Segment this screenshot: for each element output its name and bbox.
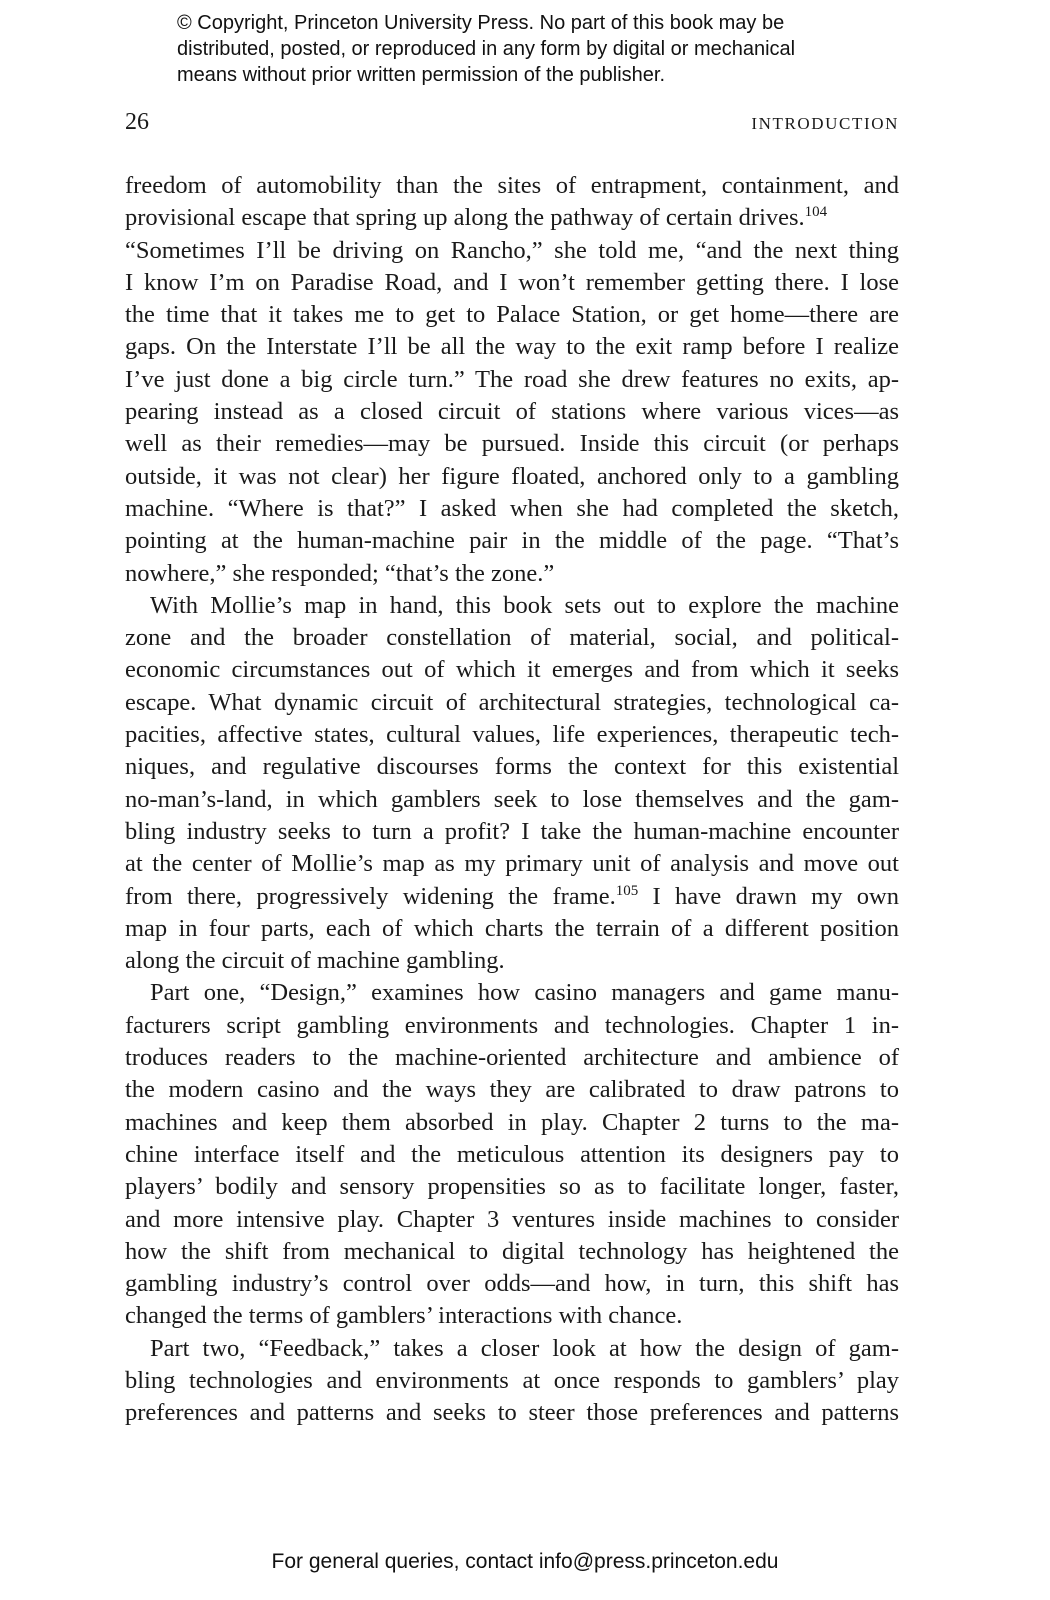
copyright-notice xyxy=(177,10,997,88)
text-line: Part one, “Design,” examines how casino managers and game manu- xyxy=(150,979,899,1007)
text-line: pacities, affective states, cultural values, life experiences, therapeutic tech- xyxy=(125,721,899,749)
section-title: INTRODUCTION xyxy=(751,114,899,133)
copyright-line: © Copyright, Princeton University Press. No part of this book may be xyxy=(177,12,785,34)
footnote-marker: 105 xyxy=(615,882,639,899)
text-line: I’ve just done a big circle turn.” The road she drew features no exits, ap- xyxy=(125,365,899,393)
running-head xyxy=(125,105,899,139)
text-line: how the shift from mechanical to digital technology has heightened the xyxy=(125,1237,899,1265)
text-line: troduces readers to the machine-oriented architecture and ambience of xyxy=(125,1044,899,1072)
text-line: along the circuit of machine gambling. xyxy=(125,947,505,975)
text-line: map in four parts, each of which charts the terrain of a different position xyxy=(125,914,899,942)
text-line: chine interface itself and the meticulous attention its designers pay to xyxy=(125,1140,899,1168)
paragraph xyxy=(125,590,899,978)
text-line: outside, it was not clear) her figure floated, anchored only to a gambling xyxy=(125,462,899,490)
footer-contact: For general queries, contact info@press.princeton.edu xyxy=(271,1550,779,1573)
copyright-line: distributed, posted, or reproduced in any form by digital or mechanical xyxy=(177,38,796,60)
text-line: machines and keep them absorbed in play. Chapter 2 turns to the ma- xyxy=(125,1108,899,1136)
text-line: I know I’m on Paradise Road, and I won’t remember getting there. I lose xyxy=(125,268,899,296)
body-text xyxy=(125,170,899,1430)
text-line: Part two, “Feedback,” takes a closer look at how the design of gam- xyxy=(150,1334,899,1362)
footnote-marker: 104 xyxy=(804,204,828,221)
text-line: players’ bodily and sensory propensities so as to facilitate longer, faster, xyxy=(125,1173,899,1201)
text-line: zone and the broader constellation of material, social, and political- xyxy=(125,624,899,652)
text-line: machine. “Where is that?” I asked when she had completed the sketch, xyxy=(125,494,899,522)
text-line: escape. What dynamic circuit of architectural strategies, technological ca- xyxy=(125,688,899,716)
text-line: gaps. On the Interstate I’ll be all the way to the exit ramp before I realize xyxy=(125,333,899,361)
text-segment: I have drawn my own xyxy=(638,882,899,910)
text-line: the modern casino and the ways they are calibrated to draw patrons to xyxy=(125,1076,899,1104)
page-number: 26 xyxy=(125,109,149,135)
text-line: With Mollie’s map in hand, this book sets out to explore the machine xyxy=(150,591,899,619)
text-line xyxy=(125,881,899,913)
text-segment: provisional escape that spring up along the pathway of certain drives. xyxy=(125,204,805,232)
paragraph xyxy=(125,1333,899,1430)
text-segment: from there, progressively widening the frame. xyxy=(125,882,616,910)
text-line: freedom of automobility than the sites of entrapment, containment, and xyxy=(125,172,899,199)
text-line: pointing at the human-machine pair in the middle of the page. “That’s xyxy=(125,527,899,555)
text-line: niques, and regulative discourses forms the context for this existential xyxy=(125,753,899,781)
text-line: nowhere,” she responded; “that’s the zone.” xyxy=(125,559,555,587)
text-line: economic circumstances out of which it emerges and from which it seeks xyxy=(125,656,899,684)
text-line: pearing instead as a closed circuit of stations where various vices—as xyxy=(125,398,899,426)
text-line: “Sometimes I’ll be driving on Rancho,” she told me, “and the next thing xyxy=(125,236,899,264)
text-line: no-man’s-land, in which gamblers seek to lose themselves and the gam- xyxy=(125,785,899,813)
text-line: preferences and patterns and seeks to steer those preferences and patterns xyxy=(125,1399,899,1427)
copyright-line: means without prior written permission of the publisher. xyxy=(177,64,666,86)
text-line: and more intensive play. Chapter 3 ventures inside machines to consider xyxy=(125,1205,899,1233)
text-line: changed the terms of gamblers’ interactions with chance. xyxy=(125,1302,683,1330)
text-line: the time that it takes me to get to Palace Station, or get home—there are xyxy=(125,301,899,329)
text-line: bling technologies and environments at once responds to gamblers’ play xyxy=(125,1366,899,1394)
text-line: bling industry seeks to turn a profit? I take the human-machine encounter xyxy=(125,817,899,845)
text-line: well as their remedies—may be pursued. Inside this circuit (or perhaps xyxy=(125,430,899,458)
text-line: at the center of Mollie’s map as my primary unit of analysis and move out xyxy=(125,850,899,878)
text-line xyxy=(125,202,899,234)
text-line: facturers script gambling environments and technologies. Chapter 1 in- xyxy=(125,1011,899,1039)
paragraph xyxy=(125,170,899,590)
text-line: gambling industry’s control over odds—and how, in turn, this shift has xyxy=(125,1270,899,1298)
paragraph xyxy=(125,977,899,1332)
